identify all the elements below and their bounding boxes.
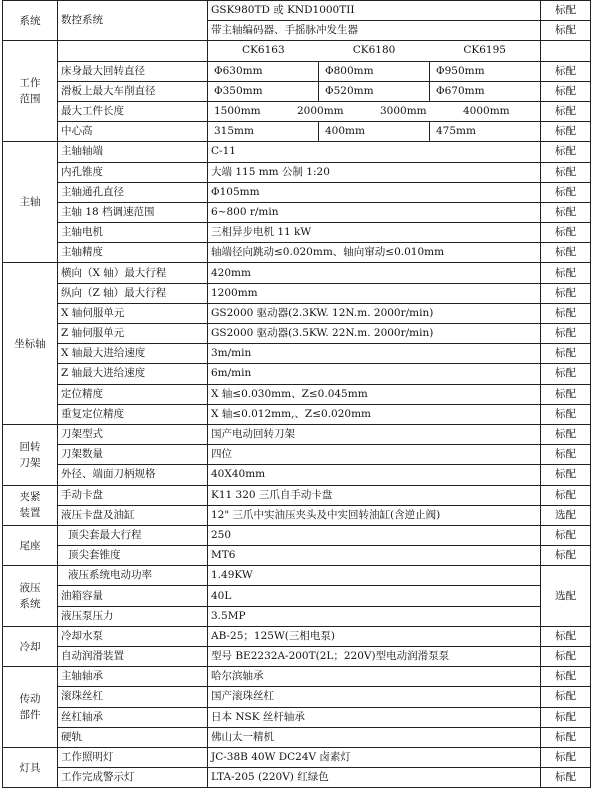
config-cell: 标配 — [541, 727, 591, 747]
config-cell: 标配 — [541, 647, 591, 667]
item-name-cell: 手动卡盘 — [58, 485, 208, 505]
item-name-cell: 主轴通孔直径 — [58, 182, 208, 202]
spec-cell — [208, 122, 541, 142]
table-row — [3, 404, 591, 424]
item-name-cell: 滚珠丝杠 — [58, 687, 208, 707]
spec-cell: Φ105mm — [208, 182, 541, 202]
table-row — [3, 424, 591, 444]
item-name-cell: 冷却水泵 — [58, 626, 208, 646]
table-row — [3, 647, 591, 667]
config-cell: 标配 — [541, 364, 591, 384]
config-cell: 标配 — [541, 626, 591, 646]
spec-cell — [208, 101, 541, 121]
spec-cell: 3m/min — [208, 344, 541, 364]
category-cell: 主轴 — [3, 142, 58, 263]
item-name-cell: 重复定位精度 — [58, 404, 208, 424]
table-row — [3, 162, 591, 182]
item-name-cell: 刀架数量 — [58, 445, 208, 465]
item-name-cell: X 轴最大进给速度 — [58, 344, 208, 364]
config-cell: 标配 — [541, 303, 591, 323]
spec-cell: 四位 — [208, 445, 541, 465]
spec-cell: 1200mm — [208, 283, 541, 303]
category-cell: 回转 刀架 — [3, 424, 58, 485]
item-name-cell: 丝杠轴承 — [58, 707, 208, 727]
item-name-cell: 顶尖套最大行程 — [58, 525, 208, 545]
spec-cell: 哈尔滨轴承 — [208, 667, 541, 687]
spec-value: 1500mm — [214, 104, 261, 117]
table-row — [3, 142, 591, 162]
table-row — [3, 687, 591, 707]
config-cell: 标配 — [541, 202, 591, 222]
table-row — [3, 101, 591, 121]
item-name-cell: 刀架型式 — [58, 424, 208, 444]
spec-value: 3000mm — [380, 104, 427, 117]
spec-value: Φ800mm — [319, 62, 430, 81]
spec-cell: X 轴≤0.012mm,、Z≤0.020mm — [208, 404, 541, 424]
spec-cell: 3.5MP — [208, 606, 541, 626]
spec-value: Φ670mm — [436, 84, 485, 97]
spec-cell — [208, 61, 541, 81]
category-cell: 系统 — [3, 1, 58, 41]
table-row — [3, 223, 591, 243]
item-name-cell: 工作完成警示灯 — [58, 768, 208, 788]
item-name-cell — [58, 41, 208, 61]
config-cell: 标配 — [541, 223, 591, 243]
config-cell — [541, 41, 591, 61]
spec-value: Φ350mm — [208, 82, 319, 101]
config-cell: 标配 — [541, 525, 591, 545]
item-name-cell: 内孔锥度 — [58, 162, 208, 182]
config-cell: 标配 — [541, 707, 591, 727]
spec-cell: AB-25；125W(三相电泵) — [208, 626, 541, 646]
item-name-cell: 横向（X 轴）最大行程 — [58, 263, 208, 283]
spec-cell: 6m/min — [208, 364, 541, 384]
config-cell: 标配 — [541, 263, 591, 283]
spec-cell: 型号 BE2232A-200T(2L；220V)型电动润滑泵泵 — [208, 647, 541, 667]
category-cell: 液压 系统 — [3, 566, 58, 627]
item-name-cell: 主轴精度 — [58, 243, 208, 263]
config-cell: 标配 — [541, 747, 591, 767]
item-name-cell: 液压系统电动功率 — [58, 566, 208, 586]
spec-cell: GS2000 驱动器(3.5KW. 22N.m. 2000r/min) — [208, 324, 541, 344]
spec-cell: 带主轴编码器、手摇脉冲发生器 — [208, 21, 541, 41]
category-cell: 冷却 — [3, 626, 58, 666]
item-name-cell: 顶尖套锥度 — [58, 546, 208, 566]
table-row — [3, 324, 591, 344]
spec-cell: 40X40mm — [208, 465, 541, 485]
spec-cell: 三相异步电机 11 kW — [208, 223, 541, 243]
spec-cell: 420mm — [208, 263, 541, 283]
spec-cell: 佛山太一精机 — [208, 727, 541, 747]
category-cell: 尾座 — [3, 525, 58, 565]
table-row — [3, 303, 591, 323]
category-cell: 坐标轴 — [3, 263, 58, 425]
item-name-cell: 中心高 — [58, 122, 208, 142]
spec-cell: JC-38B 40W DC24V 卤素灯 — [208, 747, 541, 767]
config-cell: 标配 — [541, 546, 591, 566]
table-row — [3, 485, 591, 505]
config-cell: 标配 — [541, 182, 591, 202]
item-name-cell: Z 轴伺服单元 — [58, 324, 208, 344]
config-cell: 标配 — [541, 424, 591, 444]
table-row — [3, 606, 591, 626]
table-row — [3, 344, 591, 364]
table-row — [3, 707, 591, 727]
spec-value: Φ520mm — [319, 82, 430, 101]
config-cell: 标配 — [541, 101, 591, 121]
spec-value: Φ630mm — [208, 62, 319, 81]
spec-value: Φ950mm — [436, 64, 485, 77]
spec-cell: 6~800 r/min — [208, 202, 541, 222]
item-name-cell: 主轴轴承 — [58, 667, 208, 687]
table-row — [3, 546, 591, 566]
config-cell: 标配 — [541, 81, 591, 101]
spec-cell — [208, 81, 541, 101]
config-cell: 标配 — [541, 768, 591, 788]
table-row — [3, 566, 591, 586]
config-cell: 标配 — [541, 324, 591, 344]
config-cell: 标配 — [541, 485, 591, 505]
spec-cell: 250 — [208, 525, 541, 545]
spec-value: 2000mm — [297, 104, 344, 117]
config-cell: 选配 — [541, 505, 591, 525]
table-row — [3, 445, 591, 465]
spec-cell: GS2000 驱动器(2.3KW. 12N.m. 2000r/min) — [208, 303, 541, 323]
spec-cell: 国产电动回转刀架 — [208, 424, 541, 444]
item-name-cell: 纵向（Z 轴）最大行程 — [58, 283, 208, 303]
spec-cell: 轴端径向跳动≤0.020mm、轴向窜动≤0.010mm — [208, 243, 541, 263]
config-cell: 标配 — [541, 404, 591, 424]
item-name-cell: 硬轨 — [58, 727, 208, 747]
config-cell: 标配 — [541, 283, 591, 303]
table-row — [3, 727, 591, 747]
spec-value: 315mm — [208, 122, 319, 141]
spec-cell: LTA-205 (220V) 红绿色 — [208, 768, 541, 788]
config-cell: 标配 — [541, 667, 591, 687]
table-row — [3, 263, 591, 283]
category-cell: 传动 部件 — [3, 667, 58, 748]
item-name-cell: 床身最大回转直径 — [58, 61, 208, 81]
item-name-cell: 主轴 18 档调速范围 — [58, 202, 208, 222]
item-name-cell: 油箱容量 — [58, 586, 208, 606]
category-cell: 夹紧 装置 — [3, 485, 58, 525]
spec-cell: 大端 115 mm 公制 1:20 — [208, 162, 541, 182]
item-name-cell: 工作照明灯 — [58, 747, 208, 767]
config-cell: 标配 — [541, 445, 591, 465]
category-cell: 工作 范围 — [3, 41, 58, 142]
config-cell: 标配 — [541, 344, 591, 364]
config-cell: 标配 — [541, 384, 591, 404]
spec-cell: 12" 三爪中实油压夹头及中实回转油缸(含逆止阀) — [208, 505, 541, 525]
spec-cell: MT6 — [208, 546, 541, 566]
table-row — [3, 465, 591, 485]
spec-cell: 1.49KW — [208, 566, 541, 586]
spec-value: 475mm — [436, 125, 476, 138]
table-row — [3, 283, 591, 303]
table-row — [3, 364, 591, 384]
table-row — [3, 586, 591, 606]
table-row — [3, 1, 591, 21]
config-cell: 标配 — [541, 687, 591, 707]
table-row — [3, 182, 591, 202]
config-cell: 标配 — [541, 122, 591, 142]
spec-cell: 40L — [208, 586, 541, 606]
spec-value: CK6195 — [463, 44, 506, 57]
spec-value: CK6180 — [352, 44, 396, 57]
item-name-cell: 自动润滑装置 — [58, 647, 208, 667]
spec-cell: C-11 — [208, 142, 541, 162]
config-cell: 标配 — [541, 21, 591, 41]
config-cell: 选配 — [541, 566, 591, 627]
table-row — [3, 384, 591, 404]
category-cell: 灯具 — [3, 747, 58, 787]
table-row — [3, 41, 591, 61]
config-cell: 标配 — [541, 142, 591, 162]
config-cell: 标配 — [541, 162, 591, 182]
item-name-cell: 液压泵压力 — [58, 606, 208, 626]
item-name-cell: 滑板上最大车削直径 — [58, 81, 208, 101]
table-row — [3, 61, 591, 81]
item-name-cell: Z 轴最大进给速度 — [58, 364, 208, 384]
item-name-cell: 主轴轴端 — [58, 142, 208, 162]
config-cell: 标配 — [541, 61, 591, 81]
table-row — [3, 747, 591, 767]
table-row — [3, 667, 591, 687]
spec-cell: X 轴≤0.030mm、Z≤0.045mm — [208, 384, 541, 404]
item-name-cell: 主轴电机 — [58, 223, 208, 243]
spec-cell: 日本 NSK 丝杆轴承 — [208, 707, 541, 727]
table-row — [3, 525, 591, 545]
item-name-cell: 数控系统 — [58, 1, 208, 41]
spec-value: CK6163 — [242, 44, 285, 57]
config-cell: 标配 — [541, 1, 591, 21]
item-name-cell: 外径、端面刀柄规格 — [58, 465, 208, 485]
spec-table — [2, 0, 591, 788]
table-row — [3, 626, 591, 646]
spec-cell: GSK980TD 或 KND1000TII — [208, 1, 541, 21]
spec-cell: 国产滚珠丝杠 — [208, 687, 541, 707]
table-row — [3, 768, 591, 788]
item-name-cell: 定位精度 — [58, 384, 208, 404]
spec-cell — [208, 41, 541, 61]
config-cell: 标配 — [541, 465, 591, 485]
item-name-cell: 最大工件长度 — [58, 101, 208, 121]
table-row — [3, 243, 591, 263]
item-name-cell: 液压卡盘及油缸 — [58, 505, 208, 525]
spec-value: 4000mm — [463, 104, 510, 117]
spec-value: 400mm — [319, 122, 430, 141]
spec-cell: K11 320 三爪自手动卡盘 — [208, 485, 541, 505]
table-row — [3, 122, 591, 142]
config-cell: 标配 — [541, 243, 591, 263]
table-row — [3, 202, 591, 222]
item-name-cell: X 轴伺服单元 — [58, 303, 208, 323]
table-row — [3, 81, 591, 101]
table-row — [3, 505, 591, 525]
